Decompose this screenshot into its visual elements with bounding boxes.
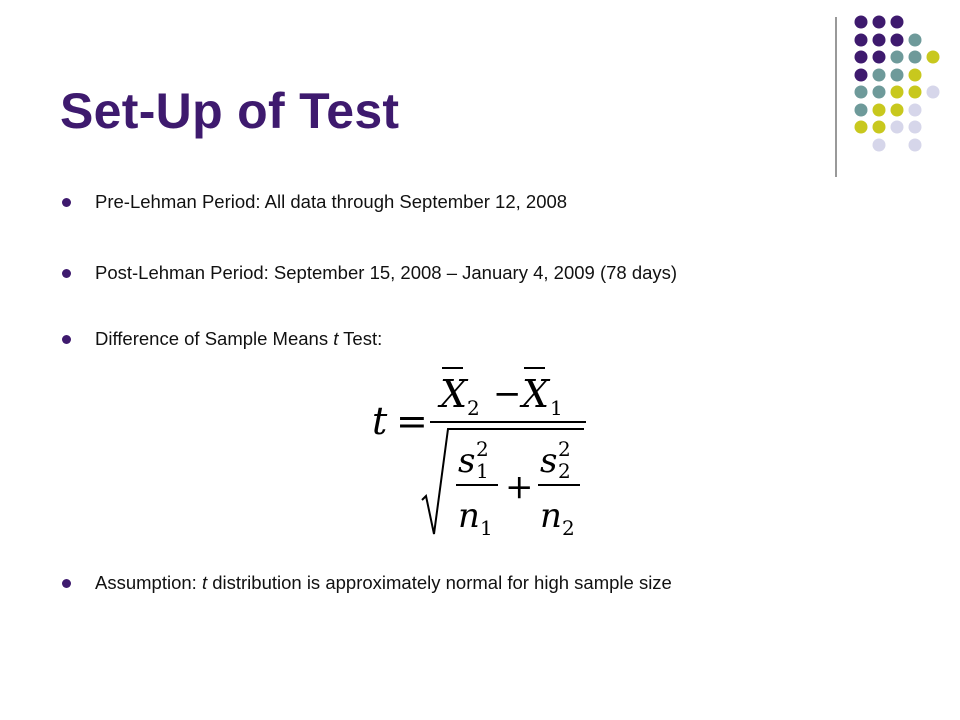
decorative-dot	[855, 86, 868, 99]
formula-x2: X	[440, 372, 468, 416]
formula-x1: X	[522, 372, 550, 416]
decorative-dot	[855, 121, 868, 134]
bullet-dot	[62, 335, 71, 344]
bullet-dot	[62, 198, 71, 207]
bullet-text: Assumption: t distribution is approximately normal for high sample size	[95, 572, 672, 593]
formula-n2-sub: 2	[562, 516, 575, 540]
formula-n1-sub: 1	[480, 516, 493, 540]
formula-n1: n	[458, 496, 480, 536]
decorative-dot	[855, 104, 868, 117]
formula-minus: −	[493, 374, 522, 414]
decorative-dot	[891, 121, 904, 134]
formula-t: t	[372, 399, 388, 443]
bullet-text: Pre-Lehman Period: All data through September 12, 2008	[95, 191, 568, 212]
decorative-dot	[891, 69, 904, 82]
decorative-dot	[873, 51, 886, 64]
decorative-dot	[873, 34, 886, 47]
decorative-dot	[909, 69, 922, 82]
decorative-dot	[873, 86, 886, 99]
formula-x2-sub: 2	[467, 396, 480, 420]
decorative-dot	[891, 51, 904, 64]
decorative-dot	[855, 34, 868, 47]
formula-s1-sup: 2	[476, 437, 489, 461]
bullet-text: Post-Lehman Period: September 15, 2008 – January 4, 2009 (78 days)	[95, 262, 678, 283]
formula-s2-sub: 2	[558, 459, 571, 483]
decorative-dot	[891, 86, 904, 99]
decorative-dot	[855, 51, 868, 64]
formula-plus: +	[505, 467, 534, 507]
t-statistic-formula	[360, 362, 600, 547]
bullet-dot	[62, 269, 71, 278]
decorative-dot	[909, 51, 922, 64]
decorative-dot	[891, 34, 904, 47]
decorative-dot	[909, 104, 922, 117]
decorative-dot	[873, 104, 886, 117]
decorative-dot	[873, 69, 886, 82]
formula-n2: n	[540, 496, 562, 536]
decorative-dot	[909, 86, 922, 99]
formula-s2: s	[540, 441, 558, 481]
formula-s1-sub: 1	[476, 459, 489, 483]
slide-title: Set-Up of Test	[60, 83, 400, 139]
decorative-dot	[909, 34, 922, 47]
decorative-dot	[891, 16, 904, 29]
bullet-text: Difference of Sample Means t Test:	[95, 328, 383, 349]
decorative-dot	[909, 139, 922, 152]
decorative-dot	[855, 69, 868, 82]
decorative-dot	[927, 51, 940, 64]
formula-s2-sup: 2	[558, 437, 571, 461]
formula-equals: =	[396, 399, 428, 443]
formula-x1-sub: 1	[550, 396, 563, 420]
bullet-dot	[62, 579, 71, 588]
decorative-dot	[873, 139, 886, 152]
decorative-dot	[927, 86, 940, 99]
decorative-dot	[909, 121, 922, 134]
formula-s1: s	[458, 441, 476, 481]
decorative-dot	[873, 121, 886, 134]
decorative-dot	[873, 16, 886, 29]
decorative-dot	[855, 16, 868, 29]
decorative-dot	[891, 104, 904, 117]
